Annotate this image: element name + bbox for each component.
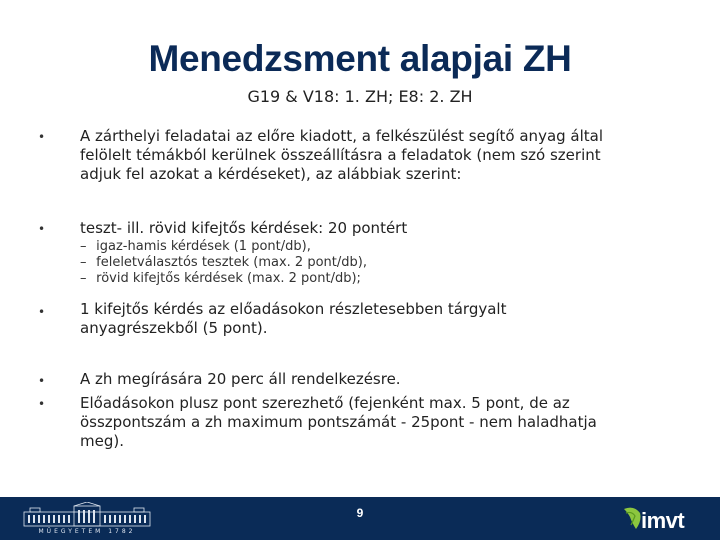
university-building-icon [22, 502, 152, 528]
sub-list-item: – feleletválasztós tesztek (max. 2 pont/db), [80, 255, 367, 270]
slide-subtitle: G19 & V18: 1. ZH; E8: 2. ZH [247, 87, 473, 106]
bullet-text-3: 1 kifejtős kérdés az előadásokon részletesebben tárgyalt anyagrészekből (5 pont). [80, 300, 507, 337]
page-number: 9 [356, 506, 364, 520]
sub-list-item: – igaz-hamis kérdések (1 pont/db), [80, 239, 311, 254]
bullet-marker: • [38, 374, 46, 388]
university-caption: MŰEGYETEM 1782 [38, 528, 136, 535]
bullet-text-2: teszt- ill. rövid kifejtős kérdések: 20 pontért [80, 219, 408, 237]
bullet-text-5: Előadásokon plusz pont szerezhető (fejenként max. 5 pont, de az összpontszám a zh maximum pontszámát - 25pont - nem haladhatja meg). [80, 394, 597, 450]
bullet-marker: • [38, 222, 46, 236]
slide-title: Menedzsment alapjai ZH [148, 38, 572, 79]
sub-list-item: – rövid kifejtős kérdések (max. 2 pont/db); [80, 271, 361, 286]
sub-list [80, 239, 640, 287]
bullet-text-1: A zárthelyi feladatai az előre kiadott, a felkészülést segítő anyag által felölelt témákból kerülnek összeállításra a feladatok (nem szó szerint adjuk fel azokat a kérdéseket), az alábbiak szerint: [80, 127, 604, 183]
bullet-marker: • [38, 305, 46, 319]
imvt-logo-text: imvt [641, 508, 685, 533]
bullet-marker: • [38, 130, 46, 144]
bullet-marker: • [38, 397, 46, 411]
bullet-text-4: A zh megírására 20 perc áll rendelkezésre. [80, 370, 401, 388]
